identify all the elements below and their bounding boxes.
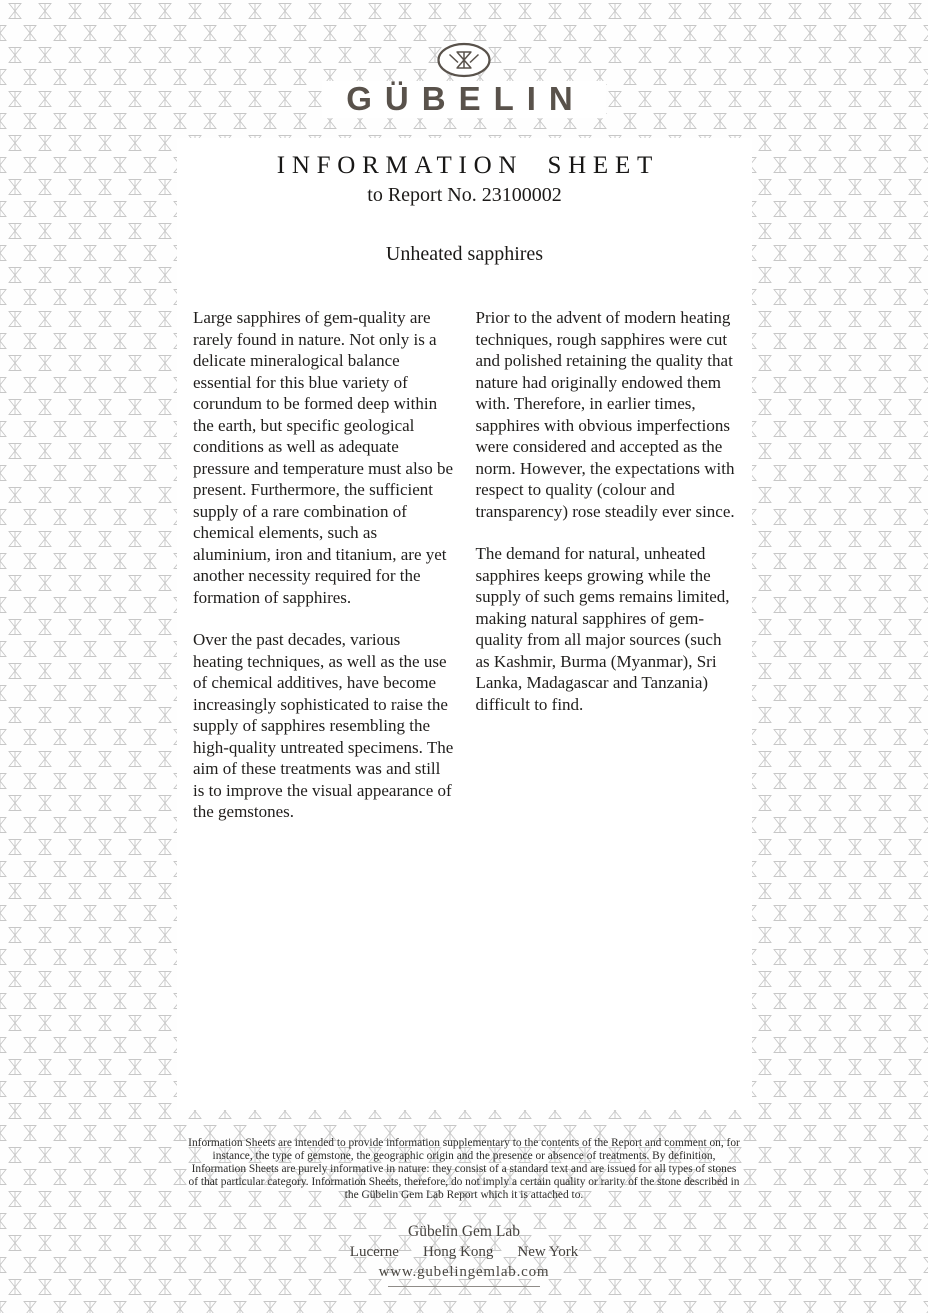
body-columns: [177, 307, 752, 844]
body-column-right: [476, 307, 737, 844]
footer-locations: [0, 1244, 928, 1261]
content-sheet: [177, 138, 752, 1110]
footer: [0, 1223, 928, 1287]
paragraph: The demand for natural, unheated sapphires keeps growing while the supply of such gems remains limited, making natural sapphires of gem-quality from all major sources (such as Kashmir, Burma (Myanmar), Sri Lanka, Madagascar and Tanzania) difficult to find.: [475, 544, 730, 714]
page-title: INFORMATION SHEET: [276, 152, 659, 179]
paragraph: Large sapphires of gem-quality are rarely found in nature. Not only is a delicate mineralogical balance essential for this blue variety of corundum to be formed deep within the earth, but specific geological conditions as well as adequate pressure and temperature must also be present. Furthermore, the sufficient supply of a rare combination of chemical elements, such as aluminium, iron and titanium, are yet another necessity required for the formation of sapphires.: [193, 308, 454, 607]
gubelin-hourglass-emblem-icon: [436, 42, 492, 78]
website-underline-rule: [388, 1286, 540, 1287]
footer-location: New York: [517, 1244, 579, 1260]
paragraph: Over the past decades, various heating techniques, as well as the use of chemical additives, have become increasingly sophisticated to raise the supply of sapphires resembling the high-quality untreated specimens. The aim of these treatments was and still is to improve the visual appearance of the gemstones.: [193, 630, 454, 821]
footer-company-name: Gübelin Gem Lab: [408, 1223, 520, 1240]
report-number-line: to Report No. 23100002: [367, 184, 562, 206]
body-column-left: [193, 307, 454, 844]
disclaimer-text: Information Sheets are intended to provide information supplementary to the contents of the Report and comment on, for instance, the type of gemstone, the geographic origin and the presence or absence of treatments. By definition, Information Sheets are purely informative in nature: they consist of a standard text and are issued for all types of stones of that particular category. Information Sheets, therefore, do not imply a certain quality or rarity of the stone described in the Gübelin Gem Lab Report which it is attached to.: [188, 1137, 740, 1201]
footer-location: Hong Kong: [422, 1244, 494, 1260]
footer-location: Lucerne: [349, 1244, 399, 1260]
gubelin-wordmark: GÜBELIN: [322, 81, 606, 118]
logo-block: [0, 42, 928, 118]
footer-website-link[interactable]: www.gubelingemlab.com: [378, 1264, 550, 1280]
document-heading: Unheated sapphires: [385, 243, 544, 265]
paragraph: Prior to the advent of modern heating techniques, rough sapphires were cut and polished retaining the quality that nature had originally endowed them with. Therefore, in earlier times, sapphires with obvious imperfections were considered and accepted as the norm. However, the expectations with respect to quality (colour and transparency) rose steadily ever since.: [475, 308, 735, 521]
